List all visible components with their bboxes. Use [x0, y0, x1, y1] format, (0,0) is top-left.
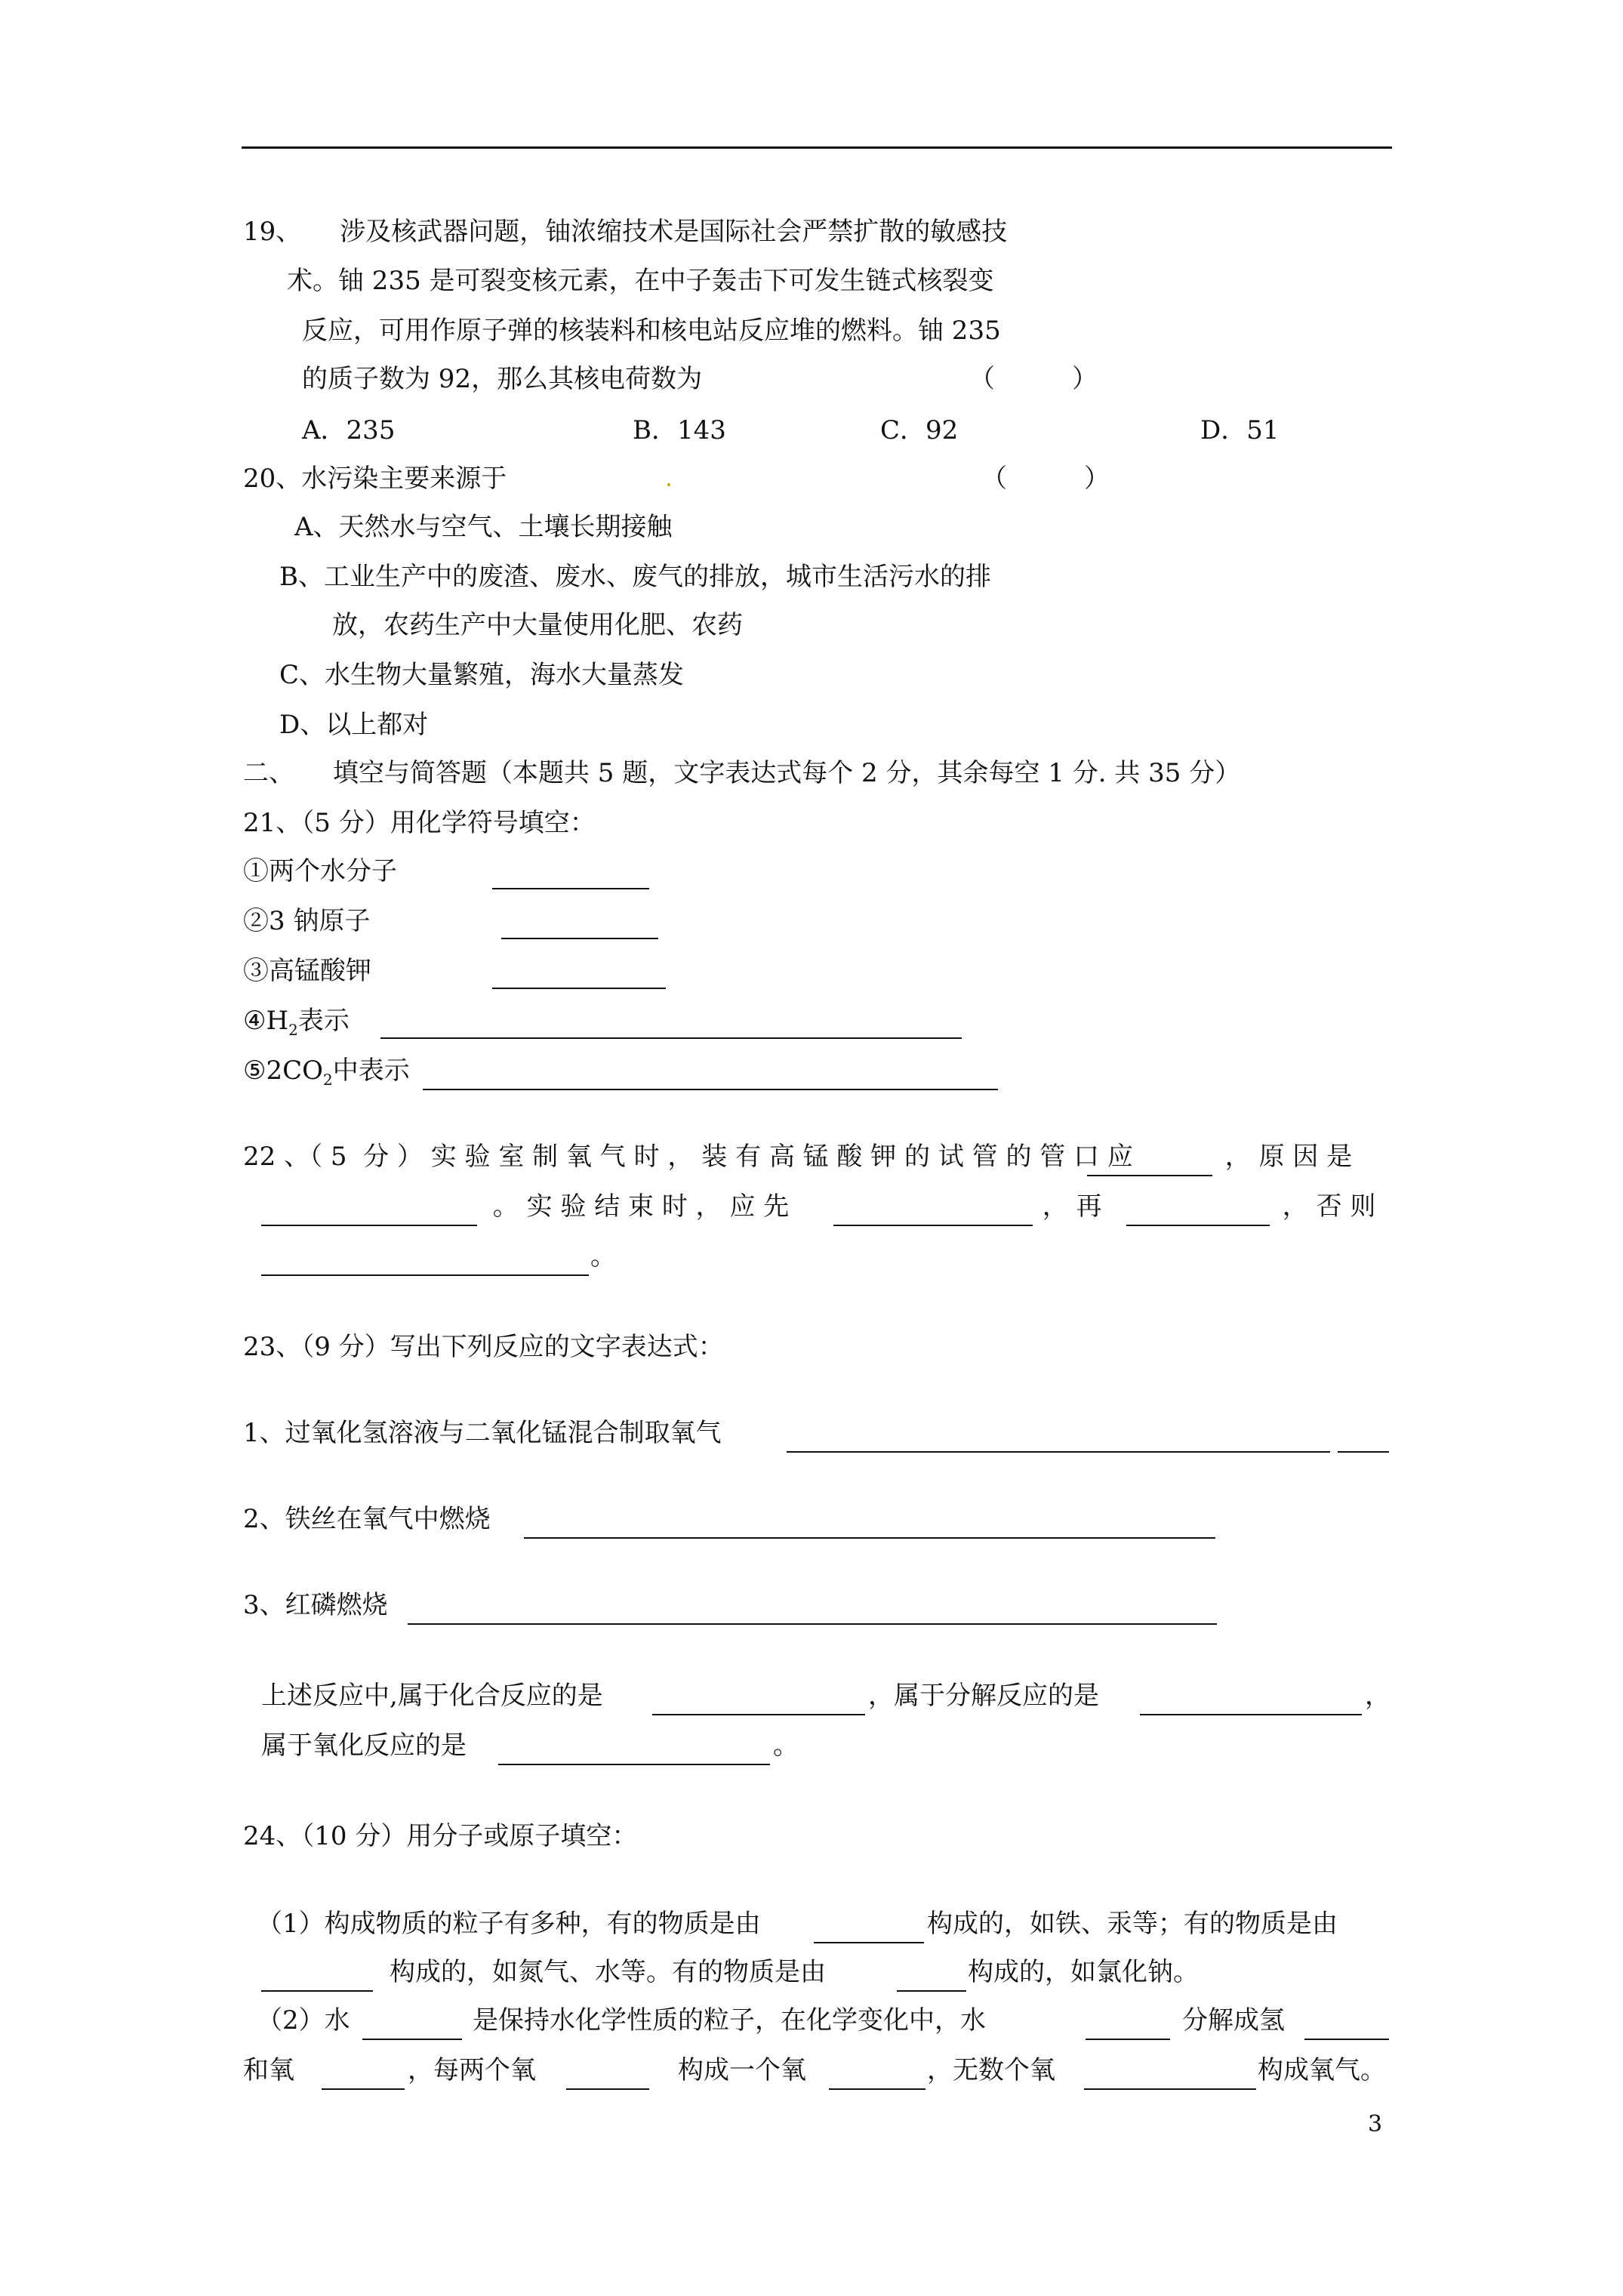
q24-part-2-e: ，每两个氧 — [408, 2055, 536, 2085]
q23-stem: 23、（9 分）写出下列反应的文字表达式： — [243, 1332, 724, 1362]
q19-line-3: 反应，可用作原子弹的核装料和核电站反应堆的燃料。铀 235 — [302, 316, 1001, 346]
q21-blank-3[interactable] — [492, 965, 666, 989]
q23-blank-2[interactable] — [524, 1515, 1215, 1539]
q24-blank-2[interactable] — [261, 1968, 373, 1992]
q19-answer-paren: （ ） — [969, 364, 1098, 394]
q19-line-2: 术。铀 235 是可裂变核元素，在中子轰击下可发生链式核裂变 — [287, 266, 994, 296]
q22-blank-3[interactable] — [833, 1202, 1033, 1226]
q22-line-3-end: 。 — [590, 1241, 616, 1271]
q21-blank-2[interactable] — [501, 915, 658, 939]
q22-blank-4[interactable] — [1126, 1202, 1270, 1226]
q21-item-5-formula: ⑤2CO — [243, 1056, 324, 1086]
q21-item-4-label: 表示 — [297, 1006, 350, 1036]
q24-blank-8[interactable] — [566, 2066, 649, 2090]
q21-item-3 — [243, 954, 371, 988]
q19-option-d: D．51 — [1200, 415, 1280, 445]
q24-part-2-g: ，无数个氧 — [927, 2055, 1055, 2085]
q23-blank-combination[interactable] — [652, 1691, 865, 1715]
q24-part-2-h: 构成氧气。 — [1258, 2055, 1386, 2085]
q21-item-2 — [243, 905, 370, 938]
q20-option-a: A、天然水与空气、土壤长期接触 — [294, 512, 673, 542]
q23-blank-decomposition[interactable] — [1140, 1691, 1362, 1715]
q24-part-1-d: 构成的，如氯化钠。 — [968, 1957, 1199, 1987]
q20-option-c: C、水生物大量繁殖，海水大量蒸发 — [279, 660, 685, 690]
q24-stem: 24、（10 分）用分子或原子填空： — [243, 1821, 638, 1851]
q21-item-5 — [243, 1054, 410, 1096]
q19-line-4: 的质子数为 92，那么其核电荷数为 — [302, 364, 703, 394]
q24-part-1-b: 构成的，如铁、汞等；有的物质是由 — [927, 1909, 1338, 1939]
q19-option-a: A．235 — [302, 415, 396, 445]
q22-blank-5[interactable] — [261, 1252, 589, 1276]
q22-blank-2[interactable] — [261, 1202, 477, 1226]
q23-blank-oxidation[interactable] — [498, 1741, 770, 1765]
q19-line-1: 19、 涉及核武器问题，铀浓缩技术是国际社会严禁扩散的敏感技 — [243, 217, 1008, 247]
q22-line-2-b: ， 再 — [1034, 1191, 1102, 1222]
q24-part-2-d: 和氧 — [243, 2055, 294, 2085]
q19-option-c: C．92 — [880, 415, 959, 445]
q24-part-2-f: 构成一个氧 — [678, 2055, 806, 2085]
stray-dot — [667, 483, 670, 486]
q20-option-b-line-1: B、工业生产中的废渣、废水、废气的排放，城市生活污水的排 — [279, 562, 991, 592]
q20-answer-paren: （ ） — [981, 464, 1110, 494]
q19-option-b: B．143 — [633, 415, 726, 445]
q24-part-2-a: （2）水 — [257, 2005, 350, 2036]
q24-part-1-a: （1）构成物质的粒子有多种，有的物质是由 — [257, 1909, 761, 1939]
q21-item-1 — [243, 855, 397, 888]
q22-line-1: 22 、（ 5 分 ） 实 验 室 制 氧 气 时 ， 装 有 高 锰 酸 钾 的 试 管 的 管 口 应 — [243, 1142, 1133, 1172]
q23-reaction-3: 3、红磷燃烧 — [243, 1590, 388, 1620]
q21-blank-1[interactable] — [492, 865, 649, 889]
q20-stem: 20、水污染主要来源于 — [243, 464, 507, 494]
q21-item-5-label: 中表示 — [332, 1056, 410, 1086]
q24-blank-5[interactable] — [1086, 2016, 1170, 2040]
q21-stem: 21、（5 分）用化学符号填空： — [243, 808, 596, 838]
q23-blank-1-tail[interactable] — [1338, 1428, 1389, 1453]
q23-summary-1-b: ，属于分解反应的是 — [868, 1681, 1099, 1711]
page-number: 3 — [1368, 2111, 1383, 2137]
q24-blank-3[interactable] — [897, 1968, 966, 1992]
q22-blank-1[interactable] — [1087, 1152, 1212, 1176]
q24-part-1-c: 构成的，如氮气、水等。有的物质是由 — [390, 1957, 826, 1987]
q20-option-b-line-2: 放，农药生产中大量使用化肥、农药 — [332, 610, 743, 640]
q21-item-5-subscript: 2 — [323, 1070, 333, 1089]
section-2-heading: 二、 填空与简答题（本题共 5 题，文字表达式每个 2 分，其余每空 1 分. 共 35 分） — [243, 758, 1241, 788]
q21-item-3-label: ③高锰酸钾 — [243, 956, 371, 986]
q21-item-2-label: ②3 钠原子 — [243, 906, 371, 936]
q24-part-2-c: 分解成氢 — [1182, 2005, 1285, 2036]
q23-reaction-2: 2、铁丝在氧气中燃烧 — [243, 1504, 491, 1534]
q21-item-4-subscript: 2 — [288, 1020, 298, 1039]
q23-summary-2-b: 。 — [773, 1730, 799, 1761]
q21-item-4 — [243, 1004, 350, 1046]
q23-blank-1[interactable] — [787, 1428, 1330, 1453]
q22-line-2-c: ， 否 则 — [1274, 1191, 1376, 1222]
q23-reaction-1: 1、过氧化氢溶液与二氧化锰混合制取氧气 — [243, 1418, 722, 1448]
q24-blank-1[interactable] — [814, 1919, 924, 1943]
q21-blank-5[interactable] — [423, 1066, 998, 1090]
q22-line-1-end: ， 原 因 是 — [1217, 1142, 1353, 1172]
q22-line-2-a: 。 实 验 结 束 时 ， 应 先 — [485, 1191, 790, 1222]
q24-blank-9[interactable] — [829, 2066, 925, 2090]
q20-option-d: D、以上都对 — [279, 710, 429, 740]
q24-blank-7[interactable] — [322, 2066, 405, 2090]
q23-summary-2-a: 属于氧化反应的是 — [261, 1730, 467, 1761]
q23-summary-1-c: ， — [1365, 1681, 1390, 1711]
q24-part-2-b: 是保持水化学性质的粒子，在化学变化中，水 — [473, 2005, 986, 2036]
q23-blank-3[interactable] — [408, 1601, 1217, 1625]
q23-summary-1-a: 上述反应中,属于化合反应的是 — [261, 1681, 603, 1711]
q21-item-1-label: ①两个水分子 — [243, 856, 397, 886]
header-rule — [242, 146, 1392, 149]
q21-item-4-formula: ④H — [243, 1006, 289, 1036]
q24-blank-4[interactable] — [362, 2016, 462, 2040]
q24-blank-6[interactable] — [1304, 2016, 1389, 2040]
q24-blank-10[interactable] — [1084, 2066, 1256, 2090]
q21-blank-4[interactable] — [380, 1015, 962, 1039]
